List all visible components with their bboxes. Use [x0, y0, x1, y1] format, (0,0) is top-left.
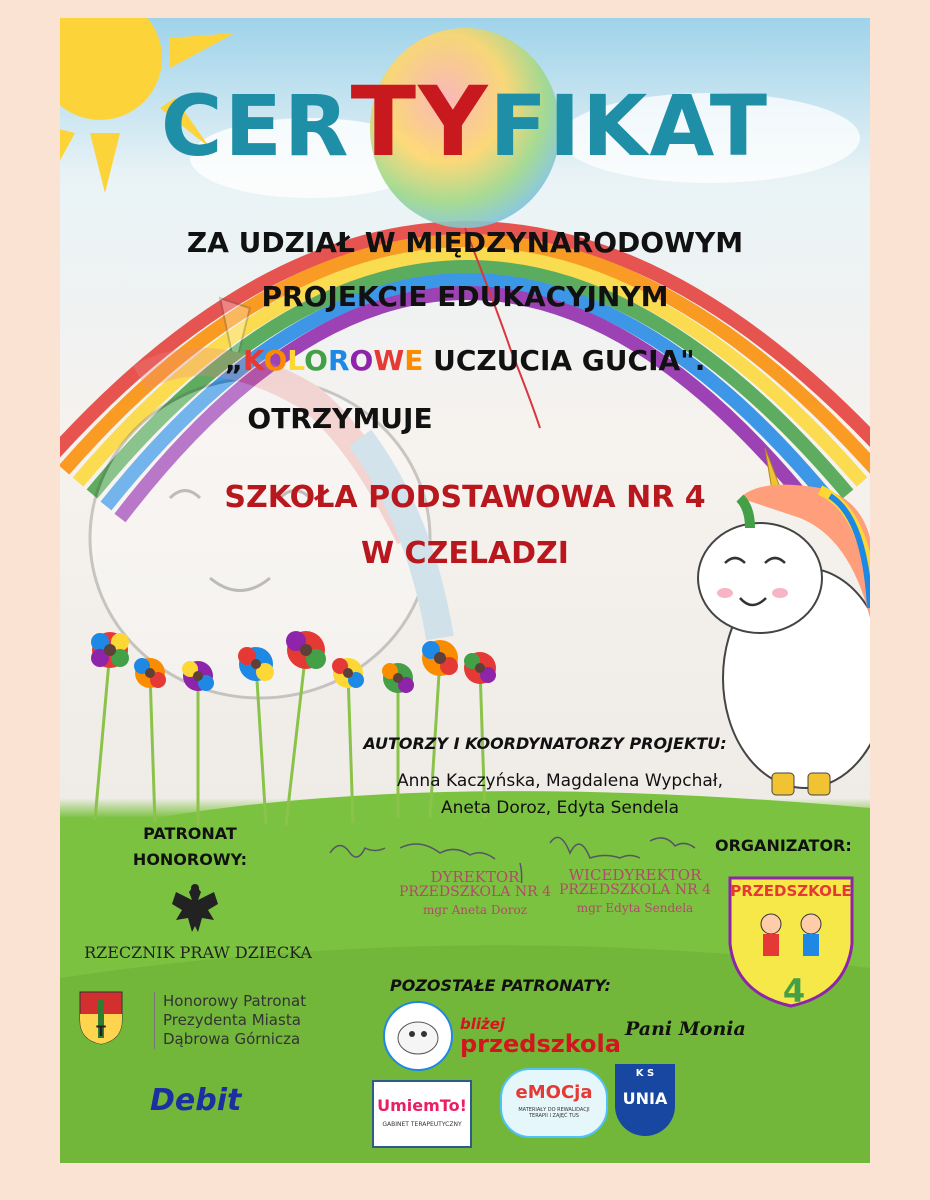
umiem-to-logo [372, 1080, 472, 1148]
rpd-label: RZECZNIK PRAW DZIECKA [84, 943, 312, 962]
body-line-4: OTRZYMUJE [247, 402, 433, 435]
colored-letter: O [304, 344, 328, 377]
deputy-stamp [540, 868, 730, 916]
authors-heading: AUTORZY I KOORDYNATORZY PROJEKTU: [363, 734, 727, 753]
eagle-emblem-icon [168, 880, 222, 938]
debit-logo: Debit [150, 1083, 242, 1118]
title-part-3: FIKAT [489, 77, 770, 175]
colored-letter: R [327, 344, 350, 377]
city-patronage-text [154, 992, 306, 1049]
przedszkole-logo-text: PRZEDSZKOLE [730, 882, 852, 900]
quote-open: „ [224, 344, 244, 377]
authors-line-1: Anna Kaczyńska, Magdalena Wypchał, [397, 771, 723, 791]
sheep-logo-icon [382, 1000, 454, 1072]
hp-line-2: Prezydenta Miasta [163, 1011, 301, 1029]
certificate-title [60, 66, 870, 178]
colored-letter: O [349, 344, 374, 377]
title-part-1: CER [160, 77, 351, 175]
authors-line-2: Aneta Doroz, Edyta Sendela [440, 798, 680, 818]
body-line-1: ZA UDZIAŁ W MIĘDZYNARODOWYM [186, 226, 744, 259]
director-school: PRZEDSZKOLA NR 4 [398, 884, 552, 900]
przedszkole-logo-number: 4 [782, 972, 806, 1010]
recipient-name: SZKOŁA PODSTAWOWA NR 4 [224, 480, 706, 515]
przedszkole-logo [726, 874, 856, 1010]
emocja-sub: MATERIAŁY DO REWALIDACJI TERAPII I ZAJĘĆ TUS [518, 1107, 590, 1119]
colored-letter: O [263, 344, 288, 377]
title-part-2: TY [350, 66, 490, 178]
director-name: mgr Aneta Doroz [422, 903, 528, 917]
pozostale-heading: POZOSTAŁE PATRONATY: [390, 976, 611, 995]
deputy-school: PRZEDSZKOLA NR 4 [558, 882, 712, 898]
organizator-heading: ORGANIZATOR: [715, 836, 852, 855]
blizej-top: bliżej [460, 1015, 506, 1033]
svg-text:T: T [96, 1024, 106, 1040]
patronat-heading-line-1: PATRONAT [143, 824, 237, 843]
ks-name: UNIA [622, 1089, 668, 1108]
ks-unia-logo [615, 1064, 675, 1136]
umiem-sub: GABINET TERAPEUTYCZNY [382, 1121, 462, 1128]
ks-top: K S [635, 1068, 655, 1079]
hp-line-1: Honorowy Patronat [163, 992, 307, 1010]
colored-letter: K [243, 344, 264, 377]
colored-word [243, 344, 423, 377]
pani-monia-logo: Pani Monia [625, 1018, 746, 1040]
emocja-logo [500, 1068, 608, 1138]
colored-letter: E [404, 344, 424, 377]
body-line-2: PROJEKCIE EDUKACYJNYM [261, 280, 669, 313]
deputy-title: WICEDYREKTOR [568, 866, 702, 884]
blizej-bottom: przedszkola [460, 1030, 621, 1058]
deputy-name: mgr Edyta Sendela [576, 901, 694, 915]
patronat-heading [120, 821, 260, 873]
city-crest-icon [78, 990, 124, 1046]
colored-letter: L [287, 344, 305, 377]
certificate-card [60, 18, 870, 1163]
body-line-3 [60, 344, 870, 377]
patronat-heading-line-2: HONOROWY: [132, 850, 248, 869]
recipient-city: W CZELADZI [361, 536, 569, 571]
colored-letter: W [373, 344, 405, 377]
umiem-name: UmiemTo! [377, 1096, 467, 1115]
line3-rest: UCZUCIA GUCIA". [423, 344, 706, 377]
director-title: DYREKTOR [430, 868, 520, 886]
blizej-przedszkola-logo [460, 1014, 621, 1058]
hp-line-3: Dąbrowa Górnicza [163, 1030, 301, 1048]
emocja-name: eMOCja [515, 1082, 593, 1103]
